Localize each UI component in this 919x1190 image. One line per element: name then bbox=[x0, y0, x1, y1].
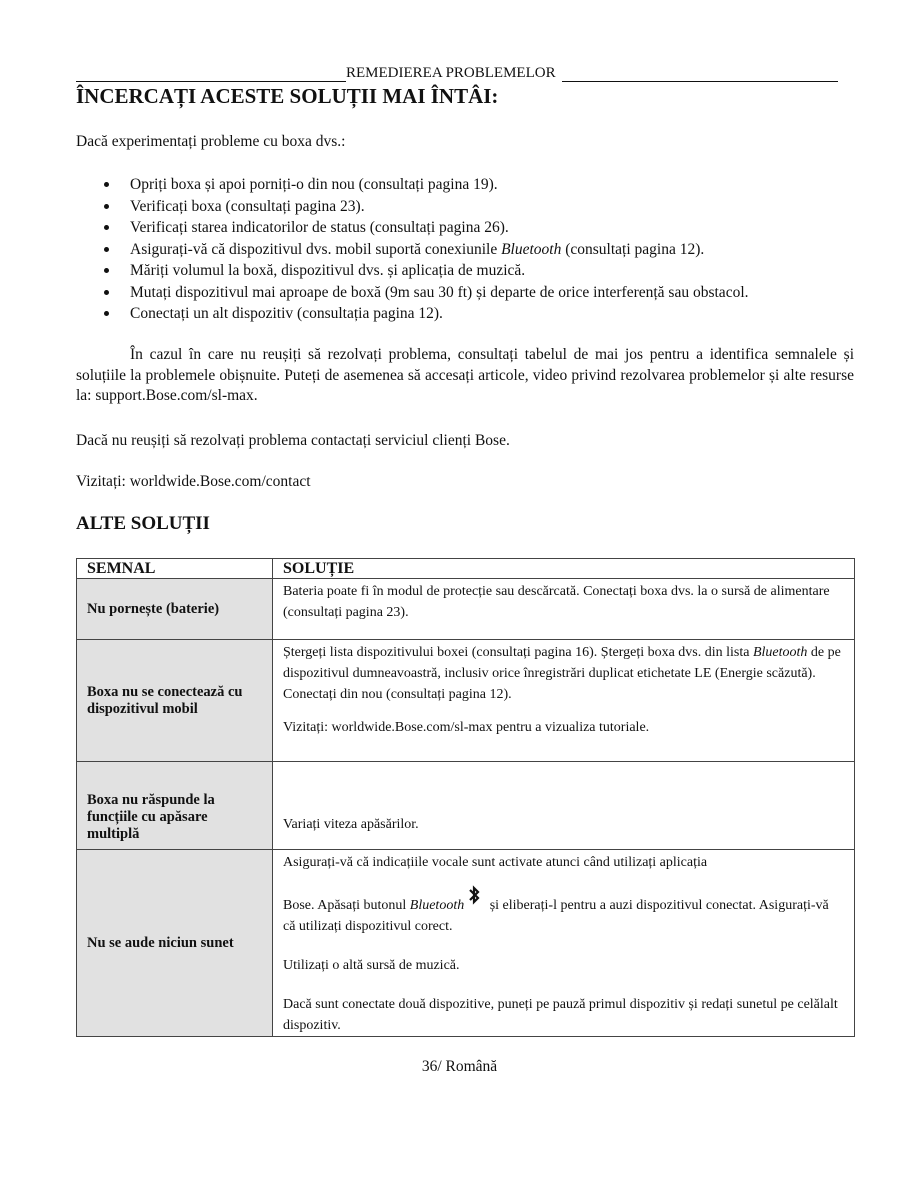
solution-text: Ștergeți lista dispozitivului boxei (consultați pagina 16). Ștergeți boxa dvs. din lista Bluetooth de pe dispozitivul dumneavoastră, inclusiv orice înregistrări duplicat etichetate LE (Energie scăzută). Conectați din nou (consultați pagina 12). bbox=[283, 645, 841, 702]
solution-text: Vizitați: worldwide.Bose.com/sl-max pentru a vizualiza tutoriale. bbox=[283, 720, 650, 735]
list-item bbox=[76, 303, 749, 325]
list-item bbox=[76, 217, 749, 239]
bullet-icon bbox=[104, 225, 109, 230]
list-item-text: Asigurați-vă că dispozitivul dvs. mobil suportă conexiunile bbox=[130, 240, 502, 258]
bullet-icon bbox=[104, 268, 109, 273]
solution-text: Utilizați o altă sursă de muzică. bbox=[283, 958, 460, 973]
bullet-icon bbox=[104, 247, 109, 252]
list-item-text: Conectați un alt dispozitiv (consultația pagina 12). bbox=[130, 305, 443, 322]
header-rule-left bbox=[76, 67, 346, 82]
list-item bbox=[76, 282, 749, 304]
visit-contact-text: Vizitați: worldwide.Bose.com/contact bbox=[76, 473, 311, 490]
bullet-icon bbox=[104, 290, 109, 295]
list-item-text: Verificați boxa (consultați pagina 23). bbox=[130, 197, 365, 215]
section-title-other-solutions: ALTE SOLUȚII bbox=[76, 513, 210, 534]
solution-text: Dacă sunt conectate două dispozitive, puneți pe pauză primul dispozitiv și redați sunetul pe celălalt dispozitiv. bbox=[283, 997, 838, 1033]
list-item bbox=[76, 174, 749, 196]
bullet-icon bbox=[104, 204, 109, 209]
column-header-solution: SOLUȚIE bbox=[273, 559, 855, 579]
table-row bbox=[77, 640, 855, 762]
header-rule-right bbox=[562, 67, 838, 82]
bullet-icon bbox=[104, 182, 109, 187]
running-header bbox=[76, 64, 838, 82]
signal-cell: Boxa nu se conectează cu dispozitivul mobil bbox=[77, 640, 273, 762]
list-item-text: (consultați pagina 12). bbox=[561, 240, 705, 258]
list-item-text: Mutați dispozitivul mai aproape de boxă (9m sau 30 ft) și departe de orice interferență sau obstacol. bbox=[130, 283, 749, 301]
solution-cell bbox=[273, 579, 855, 640]
section-title-first-solutions: ÎNCERCAȚI ACESTE SOLUȚII MAI ÎNTÂI: bbox=[76, 84, 499, 108]
solution-text: Bateria poate fi în modul de protecție sau descărcată. Conectați boxa dvs. la o sursă de alimentare (consultați pagina 23). bbox=[283, 584, 830, 620]
list-item-text: Măriți volumul la boxă, dispozitivul dvs. și aplicația de muzică. bbox=[130, 262, 526, 279]
solution-cell bbox=[273, 762, 855, 850]
solution-text: Asigurați-vă că indicațiile vocale sunt activate atunci când utilizați aplicația bbox=[283, 855, 708, 870]
list-item-text: Verificați starea indicatorilor de status (consultați pagina 26). bbox=[130, 219, 509, 236]
bluetooth-icon bbox=[466, 885, 482, 905]
solution-cell bbox=[273, 640, 855, 762]
signal-cell: Nu se aude niciun sunet bbox=[77, 850, 273, 1037]
first-solutions-list bbox=[76, 174, 749, 325]
signal-cell: Nu pornește (baterie) bbox=[77, 579, 273, 640]
signal-cell: Boxa nu răspunde la funcțiile cu apăsare multiplă bbox=[77, 762, 273, 850]
table-row bbox=[77, 850, 855, 1037]
list-item-text: Opriți boxa și apoi porniți-o din nou (consultați pagina 19). bbox=[130, 176, 498, 193]
running-title: REMEDIEREA PROBLEMELOR bbox=[346, 65, 556, 81]
list-item bbox=[76, 239, 749, 261]
table-header-row bbox=[77, 559, 855, 579]
help-paragraph: În cazul în care nu reușiți să rezolvați problema, consultați tabelul de mai jos pentru a identifica semnalele și soluțiile la problemele obișnuite. Puteți de asemenea să accesați articole, video privind rezolvarea problemelor și alte resurse la: support.Bose.com/sl-max. bbox=[76, 346, 854, 404]
table-row bbox=[77, 579, 855, 640]
solution-cell bbox=[273, 850, 855, 1037]
solution-text: Bose. Apăsați butonul Bluetooth și eliberați-l pentru a auzi dispozitivul conectat. Asigurați-vă că utilizați dispozitivul corect. bbox=[283, 885, 844, 937]
column-header-signal: SEMNAL bbox=[77, 559, 273, 579]
bluetooth-term: Bluetooth bbox=[409, 898, 465, 913]
table-row bbox=[77, 762, 855, 850]
bluetooth-term: Bluetooth bbox=[501, 240, 562, 258]
contact-text: Dacă nu reușiți să rezolvați problema contactați serviciul clienți Bose. bbox=[76, 432, 510, 449]
bullet-icon bbox=[104, 311, 109, 316]
solution-text: Variați viteza apăsărilor. bbox=[283, 817, 419, 832]
list-item bbox=[76, 260, 749, 282]
bluetooth-term: Bluetooth bbox=[752, 645, 808, 660]
page-footer: 36/ Română bbox=[421, 1058, 498, 1075]
intro-text: Dacă experimentați probleme cu boxa dvs.: bbox=[76, 133, 346, 150]
troubleshooting-table bbox=[76, 558, 855, 1037]
list-item bbox=[76, 196, 749, 218]
